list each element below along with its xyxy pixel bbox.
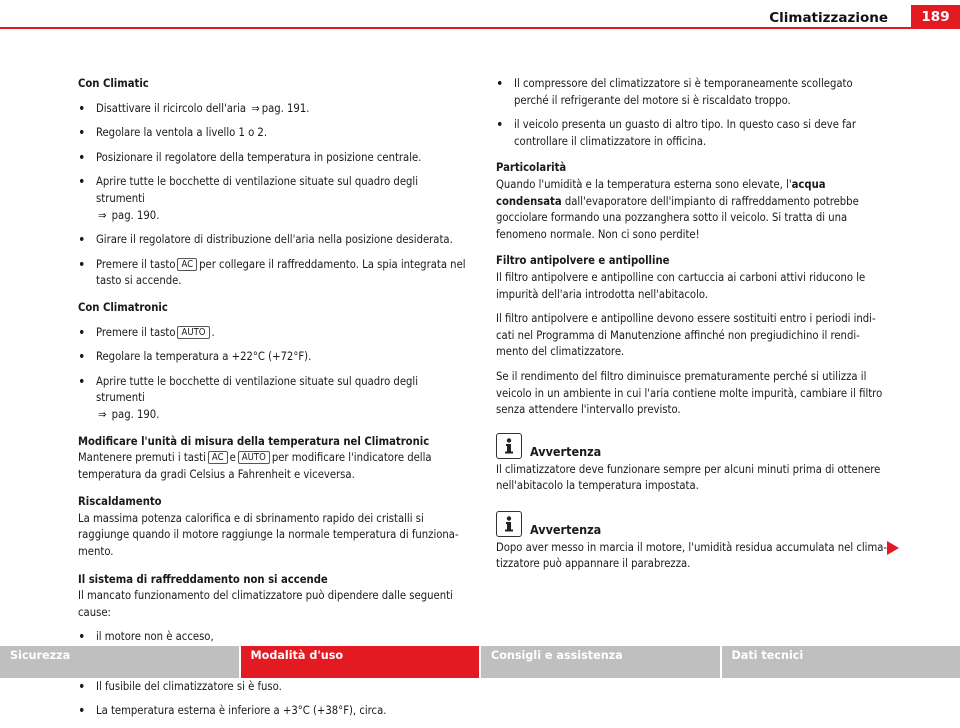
arrow-right-icon: ⇒ — [98, 408, 106, 421]
paragraph: Il filtro antipolvere e antipolline devono essere sostituiti entro i periodi indi-cati nel Programma di Manutenzione affinché non pregiudichino il rendi-mento del climatizzatore. — [496, 311, 888, 361]
list-item: • Premere il tasto AC per collegare il raffreddamento. La spia integrata nel tasto si accende. — [78, 257, 470, 290]
page-reference-link[interactable]: pag. 191. — [262, 102, 310, 115]
paragraph: Se il rendimento del filtro diminuisce prematuramente perché si utilizza il veicolo in un ambiente in cui l'aria contiene molte impurità, cambiare il filtro senza attendere l'intervallo previsto. — [496, 369, 888, 419]
list-item: • Aprire tutte le bocchette di ventilazione situate sul quadro degli strumenti ⇒ pag. 190. — [78, 374, 470, 424]
ac-key-label: AC — [208, 451, 228, 464]
paragraph: Il mancato funzionamento del climatizzatore può dipendere dalle seguenti cause: — [78, 588, 470, 621]
tab-consigli-e-assistenza[interactable]: Consigli e assistenza — [481, 646, 722, 678]
info-icon — [496, 433, 522, 459]
section-heading: Il sistema di raffreddamento non si accende — [78, 572, 470, 589]
page-number: 189 — [911, 5, 960, 29]
header-title: Climatizzazione — [700, 10, 888, 26]
info-icon — [496, 511, 522, 537]
note-header — [496, 433, 888, 459]
page-reference-link[interactable]: pag. 190. — [112, 408, 160, 421]
note-text: Il climatizzatore deve funzionare sempre per alcuni minuti prima di ottenere nell'abitacolo la temperatura impostata. — [496, 462, 888, 495]
note-title: Avvertenza — [530, 523, 601, 537]
footer-nav — [0, 646, 960, 678]
continue-arrow-icon — [887, 541, 899, 555]
list-item: • Premere il tasto AUTO . — [78, 325, 470, 342]
arrow-right-icon: ⇒ — [251, 102, 259, 115]
section-heading: Con Climatronic — [78, 300, 470, 317]
list-item: • Disattivare il ricircolo dell'aria ⇒ pag. 191. — [78, 101, 470, 118]
list-item: • Il compressore del climatizzatore si è temporaneamente scollegato perché il refrigerante del motore si è riscaldato troppo. — [496, 76, 888, 109]
note-header — [496, 511, 888, 537]
tab-sicurezza[interactable]: Sicurezza — [0, 646, 241, 678]
header-divider — [0, 27, 960, 29]
section-heading: Modificare l'unità di misura della temperatura nel Climatronic — [78, 434, 470, 451]
list-item: • Regolare la ventola a livello 1 o 2. — [78, 125, 470, 142]
tab-dati-tecnici[interactable]: Dati tecnici — [722, 646, 960, 678]
list-item: • Posizionare il regolatore della temperatura in posizione centrale. — [78, 150, 470, 167]
tab-modalita-duso[interactable]: Modalità d'uso — [241, 646, 482, 678]
paragraph: Mantenere premuti i tasti AC e AUTO per modificare l'indicatore della temperatura da gradi Celsius a Fahrenheit e viceversa. — [78, 450, 470, 483]
list-item: • il veicolo presenta un guasto di altro tipo. In questo caso si deve far controllare il climatizzatore in officina. — [496, 117, 888, 150]
section-heading: Particolarità — [496, 160, 888, 177]
paragraph: Quando l'umidità e la temperatura esterna sono elevate, l'acqua condensata dall'evaporatore dell'impianto di raffreddamento potrebbe gocciolare formando una pozzanghera sotto il veicolo. Si tratta di una fenomeno normale. Non ci sono perdite! — [496, 177, 888, 243]
section-heading: Riscaldamento — [78, 494, 470, 511]
section-heading: Con Climatic — [78, 76, 470, 93]
list-item: • il motore non è acceso, — [78, 629, 470, 646]
note-title: Avvertenza — [530, 445, 601, 459]
left-column — [78, 76, 470, 728]
list-item: • Aprire tutte le bocchette di ventilazione situate sul quadro degli strumenti ⇒ pag. 190. — [78, 174, 470, 224]
section-heading: Filtro antipolvere e antipolline — [496, 253, 888, 270]
right-column — [496, 76, 888, 581]
list-item: • Girare il regolatore di distribuzione dell'aria nella posizione desiderata. — [78, 232, 470, 249]
ac-key-label: AC — [177, 258, 197, 271]
paragraph: Il filtro antipolvere e antipolline con cartuccia ai carboni attivi riducono le impurità dell'aria introdotta nell'abitacolo. — [496, 270, 888, 303]
list-item: • Il fusibile del climatizzatore si è fuso. — [78, 679, 470, 696]
page-reference-link[interactable]: pag. 190. — [112, 209, 160, 222]
auto-key-label: AUTO — [177, 326, 209, 339]
list-item: • Regolare la temperatura a +22°C (+72°F). — [78, 349, 470, 366]
arrow-right-icon: ⇒ — [98, 209, 106, 222]
paragraph: La massima potenza calorifica e di sbrinamento rapido dei cristalli si raggiunge quando il motore raggiunge la normale temperatura di funziona-mento. — [78, 511, 470, 561]
auto-key-label: AUTO — [238, 451, 270, 464]
note-text: Dopo aver messo in marcia il motore, l'umidità residua accumulata nel clima-tizzatore può appannare il parabrezza. — [496, 540, 888, 573]
list-item: • La temperatura esterna è inferiore a +3°C (+38°F), circa. — [78, 703, 470, 720]
